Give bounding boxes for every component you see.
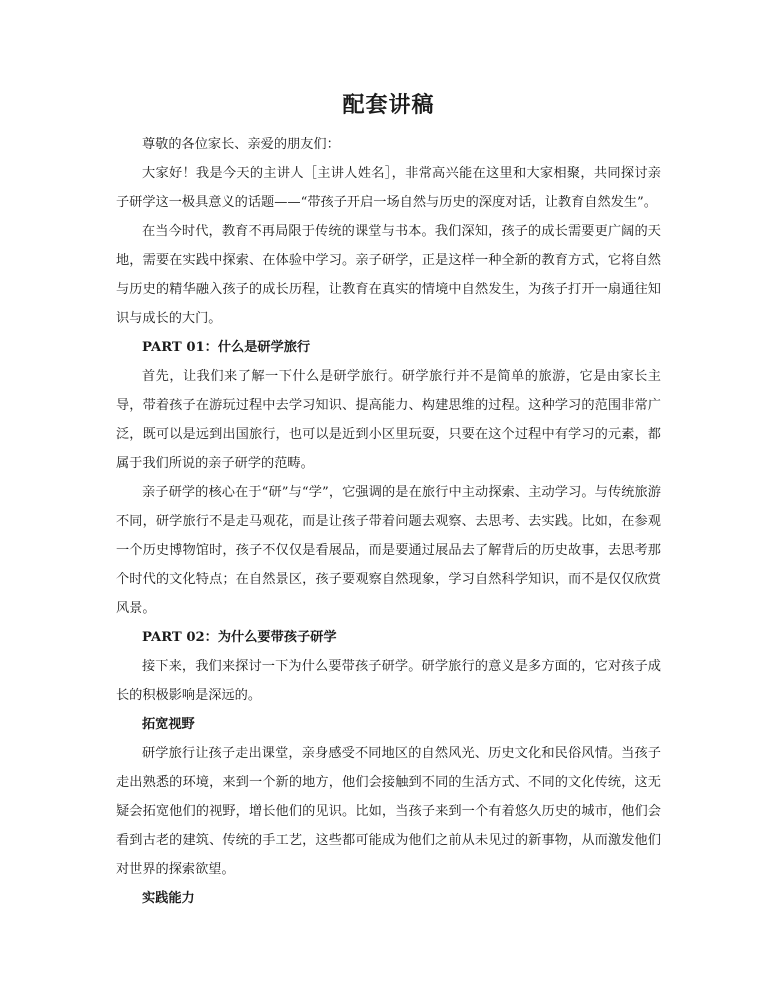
intro-paragraph-2: 在当今时代，教育不再局限于传统的课堂与书本。我们深知，孩子的成长需要更广阔的天地，需要在实践中探索、在体验中学习。亲子研学，正是这样一种全新的教育方式，它将自然与历史的精华融入孩子的成长历程，让教育在真实的情境中自然发生，为孩子打开一扇通往知识与成长的大门。 xyxy=(116,224,661,326)
part2-paragraph-1: 接下来，我们来探讨一下为什么要带孩子研学。研学旅行的意义是多方面的，它对孩子成长的积极影响是深远的。 xyxy=(116,659,661,703)
greeting-paragraph: 尊敬的各位家长、亲爱的朋友们： xyxy=(142,137,340,152)
subheading-broaden-horizons: 拓宽视野 xyxy=(142,717,195,732)
part2-heading: PART 02：为什么要带孩子研学 xyxy=(142,630,337,645)
page-title: 配套讲稿 xyxy=(342,92,435,118)
part1-heading: PART 01：什么是研学旅行 xyxy=(142,340,311,355)
subheading-practical-ability: 实践能力 xyxy=(142,891,195,906)
part1-paragraph-1: 首先，让我们来了解一下什么是研学旅行。研学旅行并不是简单的旅游，它是由家长主导，带着孩子在游玩过程中去学习知识、提高能力、构建思维的过程。这种学习的范围非常广泛，既可以是远到出国旅行，也可以是近到小区里玩耍，只要在这个过程中有学习的元素，都属于我们所说的亲子研学的范畴。 xyxy=(116,369,661,471)
intro-paragraph-1: 大家好！我是今天的主讲人［主讲人姓名］，非常高兴能在这里和大家相聚，共同探讨亲子研学这一极具意义的话题——“带孩子开启一场自然与历史的深度对话，让教育自然发生”。 xyxy=(116,166,661,210)
document-page xyxy=(116,88,661,913)
part1-paragraph-2: 亲子研学的核心在于“研”与“学”，它强调的是在旅行中主动探索、主动学习。与传统旅游不同，研学旅行不是走马观花，而是让孩子带着问题去观察、去思考、去实践。比如，在参观一个历史博物馆时，孩子不仅仅是看展品，而是要通过展品去了解背后的历史故事，去思考那个时代的文化特点；在自然景区，孩子要观察自然现象，学习自然科学知识，而不是仅仅欣赏风景。 xyxy=(116,485,661,616)
broaden-horizons-paragraph: 研学旅行让孩子走出课堂，亲身感受不同地区的自然风光、历史文化和民俗风情。当孩子走出熟悉的环境，来到一个新的地方，他们会接触到不同的生活方式、不同的文化传统，这无疑会拓宽他们的视野，增长他们的见识。比如，当孩子来到一个有着悠久历史的城市，他们会看到古老的建筑、传统的手工艺，这些都可能成为他们之前从未见过的新事物，从而激发他们对世界的探索欲望。 xyxy=(116,746,661,877)
